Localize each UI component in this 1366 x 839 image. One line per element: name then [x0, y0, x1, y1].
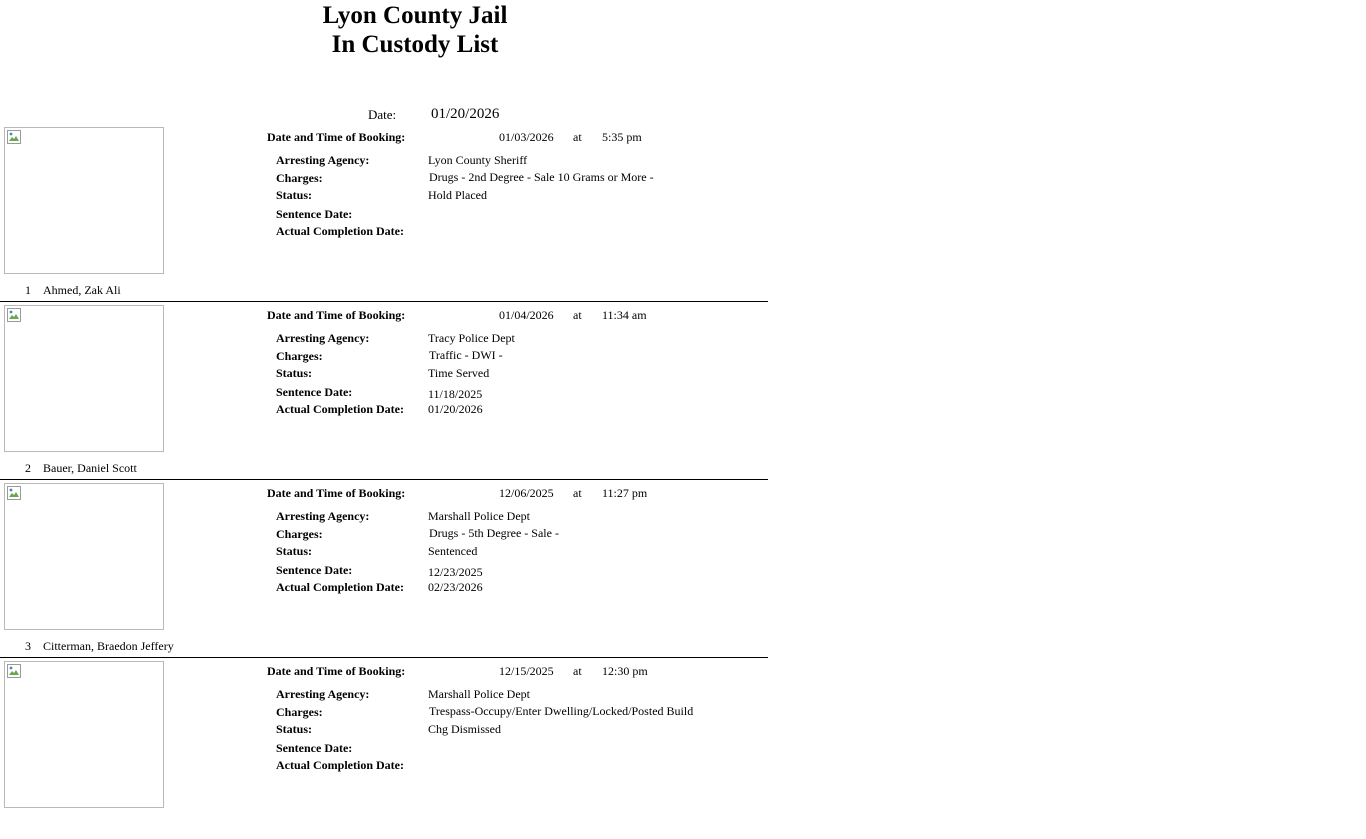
broken-image-icon [7, 486, 21, 500]
agency-label: Arresting Agency: [276, 153, 370, 167]
booking-at: at [573, 486, 582, 500]
booking-at: at [573, 130, 582, 144]
agency-value: Lyon County Sheriff [428, 153, 528, 167]
booking-date: 01/04/2026 [499, 308, 554, 322]
charges-label: Charges: [276, 349, 323, 363]
charges-value: Drugs - 2nd Degree - Sale 10 Grams or More - [429, 170, 654, 184]
booking-at: at [573, 664, 582, 678]
charges-label: Charges: [276, 171, 323, 185]
report-date-label: Date: [368, 107, 397, 122]
completion-date-value: 01/20/2026 [428, 402, 483, 416]
broken-image-icon [7, 308, 21, 322]
inmate-record [0, 127, 768, 305]
record-number: 1 [25, 283, 31, 297]
inmate-record [0, 483, 768, 661]
booking-time: 5:35 pm [602, 130, 642, 144]
charges-label: Charges: [276, 527, 323, 541]
charges-value: Drugs - 5th Degree - Sale - [429, 526, 559, 540]
status-label: Status: [276, 722, 313, 736]
sentence-date-label: Sentence Date: [276, 207, 353, 221]
status-value: Time Served [428, 366, 490, 380]
record-number: 3 [25, 639, 31, 653]
inmate-name: Bauer, Daniel Scott [43, 461, 137, 475]
charges-label: Charges: [276, 705, 323, 719]
inmate-record [0, 661, 768, 839]
sentence-date-value: 11/18/2025 [428, 387, 483, 401]
completion-date-label: Actual Completion Date: [276, 580, 404, 594]
status-value: Sentenced [428, 544, 478, 558]
inmate-photo [4, 305, 164, 452]
status-label: Status: [276, 544, 313, 558]
status-label: Status: [276, 188, 313, 202]
charges-value: Traffic - DWI - [429, 348, 503, 362]
agency-label: Arresting Agency: [276, 331, 370, 345]
report-date-value: 01/20/2026 [431, 106, 500, 122]
sentence-date-label: Sentence Date: [276, 385, 353, 399]
booking-date: 12/15/2025 [499, 664, 554, 678]
inmate-name: Ahmed, Zak Ali [43, 283, 121, 297]
agency-value: Tracy Police Dept [428, 331, 515, 345]
agency-value: Marshall Police Dept [428, 687, 530, 701]
booking-date: 12/06/2025 [499, 486, 554, 500]
record-number: 2 [25, 461, 31, 475]
completion-date-label: Actual Completion Date: [276, 758, 404, 772]
inmate-record [0, 305, 768, 483]
inmate-name: Citterman, Braedon Jeffery [43, 639, 174, 653]
booking-label: Date and Time of Booking: [267, 308, 406, 322]
booking-at: at [573, 308, 582, 322]
completion-date-label: Actual Completion Date: [276, 224, 404, 238]
page-title-line2: In Custody List [331, 31, 499, 58]
agency-label: Arresting Agency: [276, 687, 370, 701]
status-value: Hold Placed [428, 188, 487, 202]
broken-image-icon [7, 130, 21, 144]
record-divider [0, 479, 768, 480]
sentence-date-value: 12/23/2025 [428, 565, 483, 579]
booking-time: 12:30 pm [602, 664, 648, 678]
agency-value: Marshall Police Dept [428, 509, 530, 523]
status-label: Status: [276, 366, 313, 380]
record-divider [0, 657, 768, 658]
booking-label: Date and Time of Booking: [267, 486, 406, 500]
sentence-date-label: Sentence Date: [276, 563, 353, 577]
record-divider [0, 301, 768, 302]
charges-value: Trespass-Occupy/Enter Dwelling/Locked/Posted Build [429, 704, 694, 718]
completion-date-value: 02/23/2026 [428, 580, 483, 594]
sentence-date-label: Sentence Date: [276, 741, 353, 755]
inmate-photo [4, 661, 164, 808]
status-value: Chg Dismissed [428, 722, 502, 736]
broken-image-icon [7, 664, 21, 678]
agency-label: Arresting Agency: [276, 509, 370, 523]
booking-label: Date and Time of Booking: [267, 664, 406, 678]
booking-time: 11:34 am [602, 308, 647, 322]
booking-time: 11:27 pm [602, 486, 648, 500]
completion-date-label: Actual Completion Date: [276, 402, 404, 416]
inmate-photo [4, 483, 164, 630]
page-title-line1: Lyon County Jail [322, 2, 508, 29]
inmate-photo [4, 127, 164, 274]
booking-date: 01/03/2026 [499, 130, 554, 144]
booking-label: Date and Time of Booking: [267, 130, 406, 144]
